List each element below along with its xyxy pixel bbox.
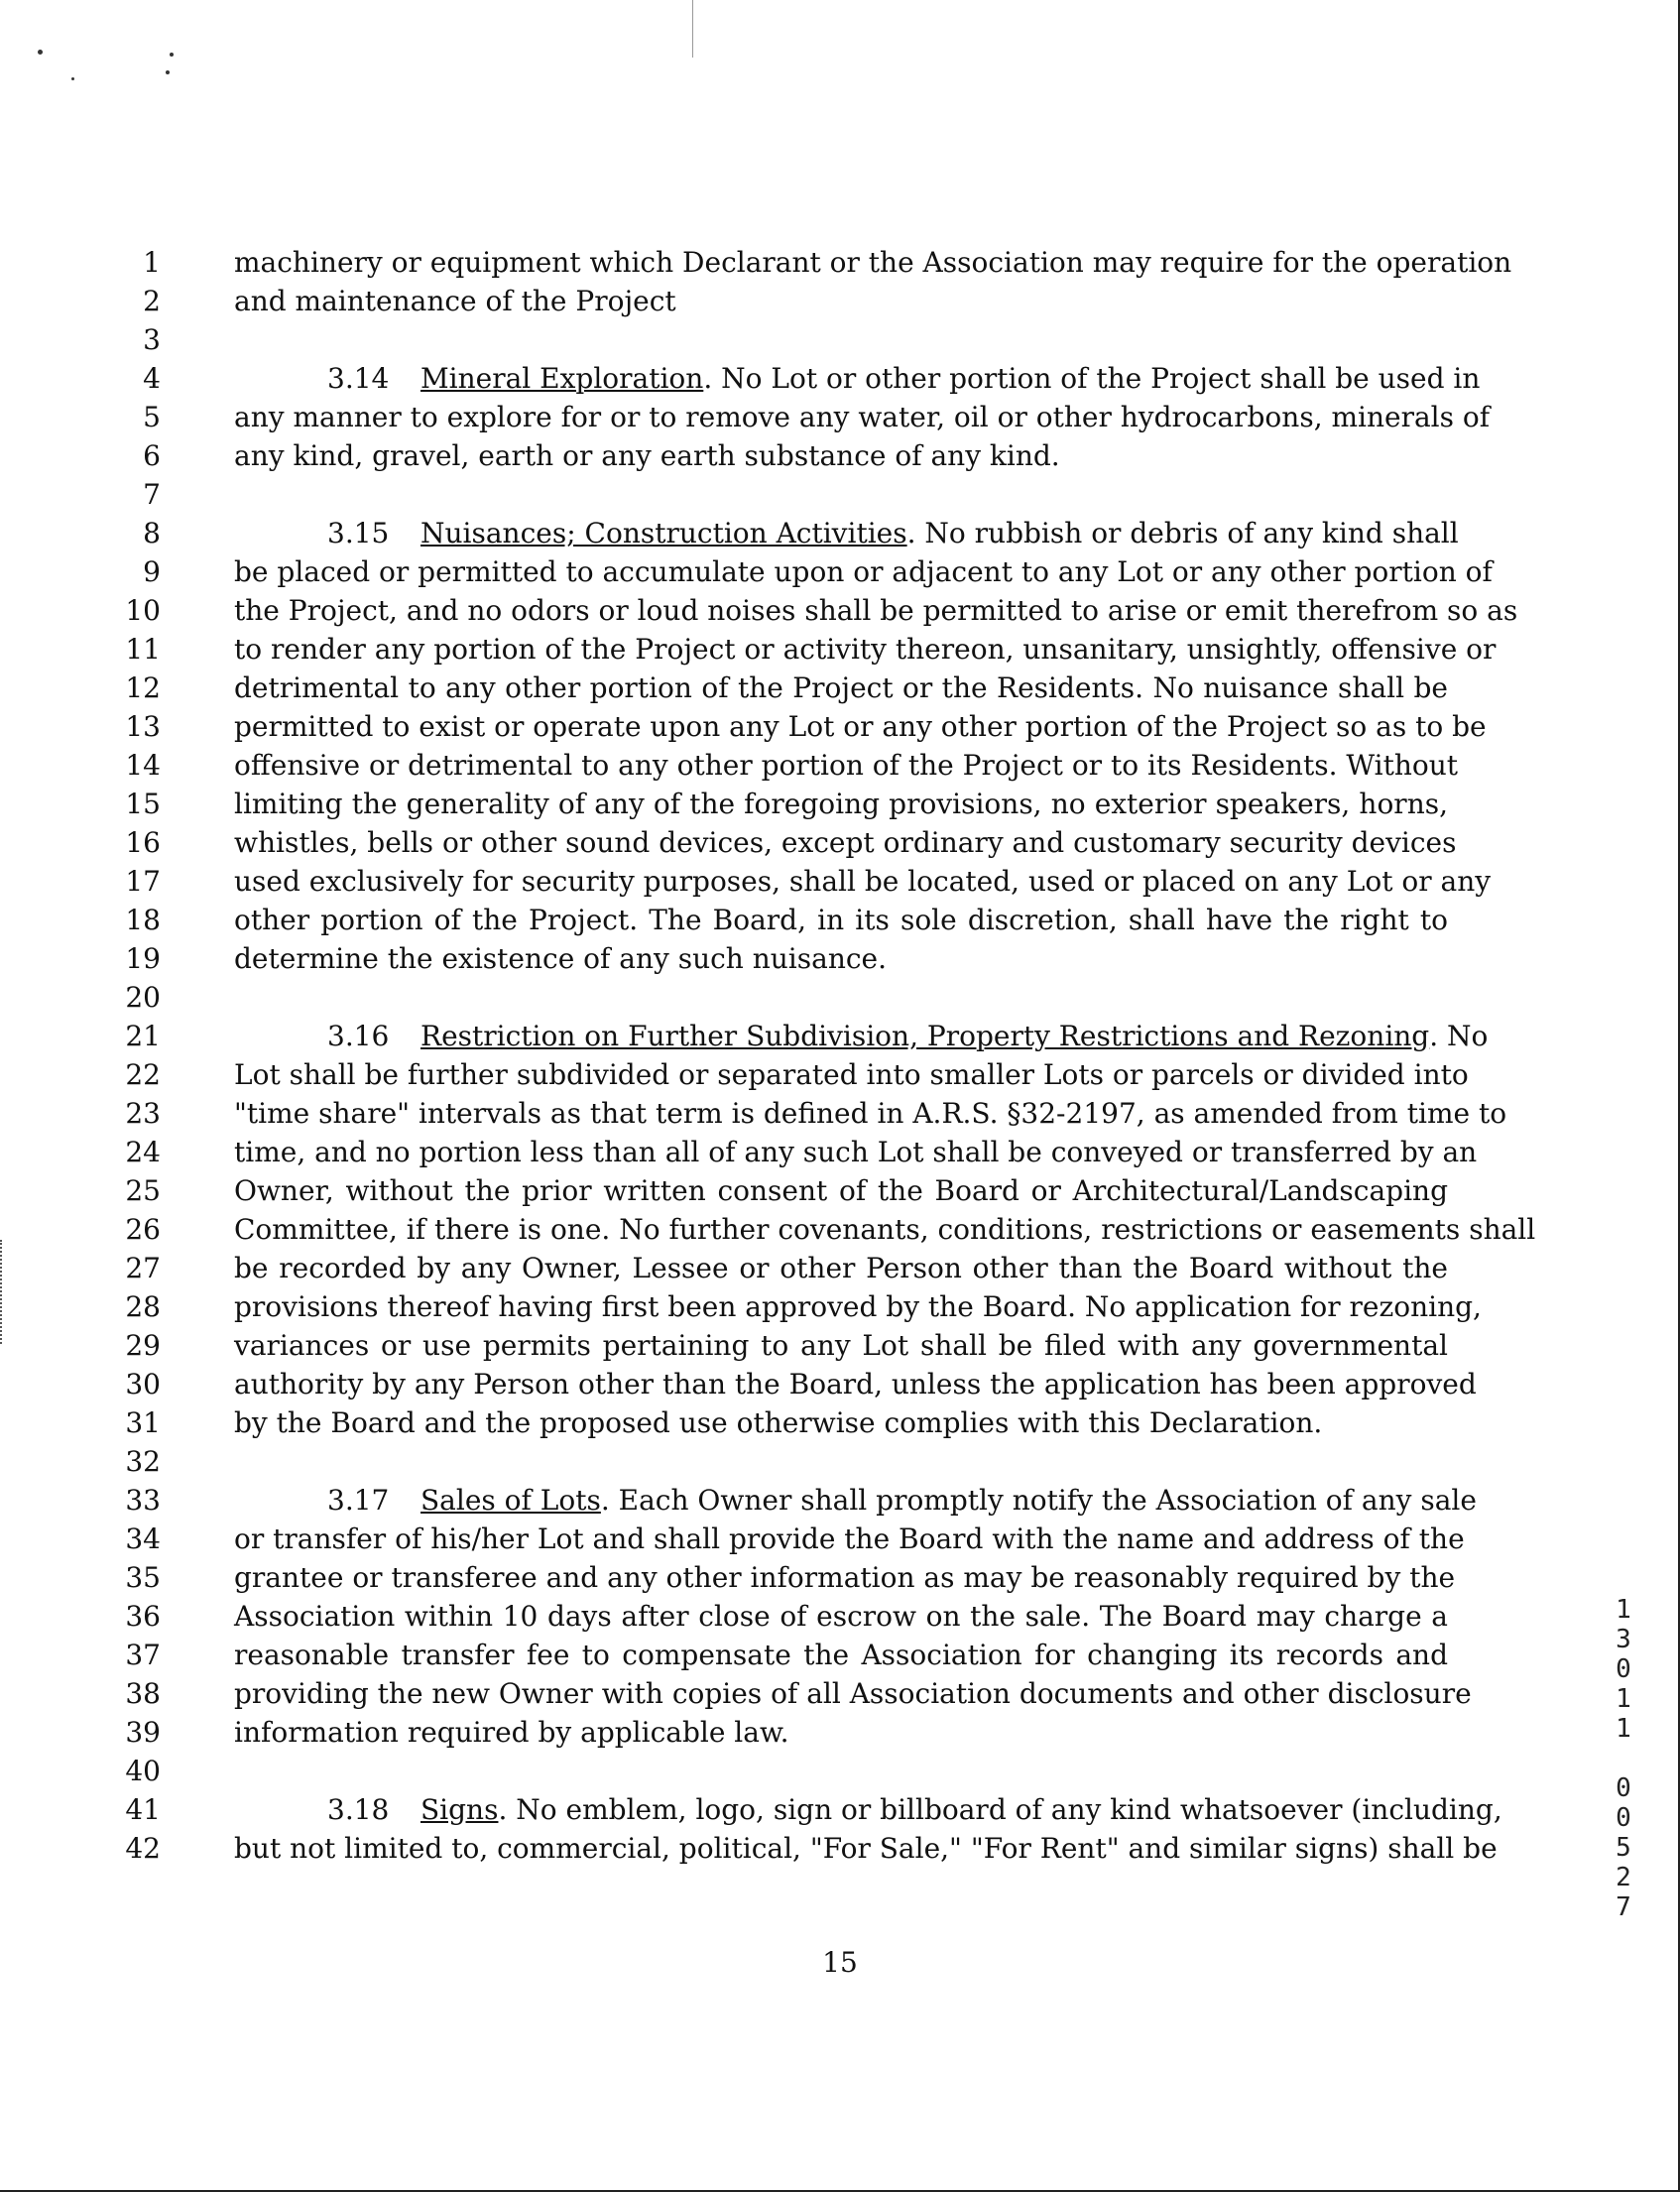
line-number: 31: [125, 1406, 161, 1439]
line-number: 23: [125, 1097, 161, 1130]
body-line: offensive or detrimental to any other portion of the Project or to its Residents. Without: [234, 749, 1459, 782]
body-line: to render any portion of the Project or activity thereon, unsanitary, unsightly, offensive or: [234, 633, 1497, 666]
line-number: 8: [143, 517, 161, 549]
body-line: variances or use permits pertaining to any Lot shall be filed with any governmental: [234, 1329, 1448, 1362]
line-number: 21: [125, 1020, 161, 1052]
body-line: by the Board and the proposed use otherwise complies with this Declaration.: [234, 1406, 1323, 1439]
body-line: or transfer of his/her Lot and shall provide the Board with the name and address of the: [234, 1522, 1465, 1555]
line-number: 1: [143, 246, 161, 279]
section-heading: Sales of Lots: [420, 1484, 601, 1517]
line-number: 4: [143, 362, 161, 395]
body-text: . No Lot or other portion of the Project shall be used in: [703, 362, 1481, 395]
body-line: any kind, gravel, earth or any earth substance of any kind.: [234, 439, 1060, 472]
section-heading: Restriction on Further Subdivision, Property Restrictions and Rezoning: [420, 1020, 1430, 1052]
line-number: 42: [125, 1832, 161, 1865]
body-text: . No emblem, logo, sign or billboard of any kind whatsoever (including,: [498, 1793, 1502, 1826]
line-number: 20: [125, 981, 161, 1014]
body-line: grantee or transferee and any other information as may be reasonably required by the: [234, 1561, 1456, 1594]
scan-edge-mark: [0, 1240, 5, 1344]
section-number: 3.17: [327, 1484, 390, 1517]
scan-speck: [71, 77, 74, 80]
line-number: 41: [125, 1793, 161, 1826]
line-number: 17: [125, 865, 161, 898]
line-number: 18: [125, 904, 161, 936]
line-number: 12: [125, 671, 161, 704]
line-number: 25: [125, 1174, 161, 1207]
body-line: Owner, without the prior written consent of the Board or Architectural/Landscaping: [234, 1174, 1448, 1207]
line-number: 37: [125, 1639, 161, 1671]
body-line: Lot shall be further subdivided or separated into smaller Lots or parcels or divided into: [234, 1058, 1469, 1091]
section-heading: Signs: [420, 1793, 499, 1826]
line-number: 15: [125, 788, 161, 820]
section-3-14-first-line: [327, 359, 1481, 398]
body-line: information required by applicable law.: [234, 1716, 789, 1749]
line-number: 30: [125, 1368, 161, 1400]
scan-speck: [166, 70, 170, 74]
body-line: whistles, bells or other sound devices, except ordinary and customary security devices: [234, 826, 1457, 859]
body-text: . No rubbish or debris of any kind shall: [906, 517, 1459, 549]
body-line: limiting the generality of any of the foregoing provisions, no exterior speakers, horns,: [234, 788, 1448, 820]
body-line: be placed or permitted to accumulate upon or adjacent to any Lot or any other portion of: [234, 555, 1493, 588]
line-number: 35: [125, 1561, 161, 1594]
line-number: 9: [143, 555, 161, 588]
section-3-18-first-line: [327, 1790, 1502, 1829]
line-number: 38: [125, 1677, 161, 1710]
body-line: other portion of the Project. The Board, in its sole discretion, shall have the right to: [234, 904, 1448, 936]
section-number: 3.15: [327, 517, 390, 549]
body-line: reasonable transfer fee to compensate the Association for changing its records and: [234, 1639, 1448, 1671]
body-line: providing the new Owner with copies of all Association documents and other disclosure: [234, 1677, 1472, 1710]
scan-speck: [38, 50, 43, 55]
body-line: time, and no portion less than all of any such Lot shall be conveyed or transferred by an: [234, 1136, 1478, 1168]
line-number: 24: [125, 1136, 161, 1168]
line-number: 2: [143, 285, 161, 317]
line-number: 11: [125, 633, 161, 666]
section-3-16-first-line: [327, 1017, 1489, 1055]
body-line: be recorded by any Owner, Lessee or other Person other than the Board without the: [234, 1252, 1448, 1284]
body-text: . Each Owner shall promptly notify the Association of any sale: [600, 1484, 1477, 1517]
recording-stamp: 1 3 0 1 1 0 0 5 2 7: [1616, 1595, 1631, 1922]
line-number: 3: [143, 323, 161, 356]
line-number: 7: [143, 478, 161, 511]
page-number: 15: [822, 1946, 858, 1979]
body-line: the Project, and no odors or loud noises shall be permitted to arise or emit therefrom so as: [234, 594, 1518, 627]
line-number: 34: [125, 1522, 161, 1555]
line-number: 22: [125, 1058, 161, 1091]
line-number: 16: [125, 826, 161, 859]
section-number: 3.16: [327, 1020, 390, 1052]
line-number: 39: [125, 1716, 161, 1749]
section-heading: Nuisances; Construction Activities: [420, 517, 907, 549]
body-line: used exclusively for security purposes, shall be located, used or placed on any Lot or any: [234, 865, 1492, 898]
section-number: 3.14: [327, 362, 390, 395]
scan-fold-mark: [692, 0, 693, 58]
line-number: 33: [125, 1484, 161, 1517]
line-number: 26: [125, 1213, 161, 1246]
line-number: 29: [125, 1329, 161, 1362]
line-number: 13: [125, 710, 161, 743]
section-heading: Mineral Exploration: [420, 362, 704, 395]
line-number: 40: [125, 1755, 161, 1787]
body-line: but not limited to, commercial, political, "For Sale," "For Rent" and similar signs) shall be: [234, 1832, 1498, 1865]
section-3-15-first-line: [327, 514, 1459, 552]
section-3-17-first-line: [327, 1481, 1477, 1520]
body-line: authority by any Person other than the Board, unless the application has been approved: [234, 1368, 1477, 1400]
body-line: Association within 10 days after close of escrow on the sale. The Board may charge a: [234, 1600, 1448, 1633]
scan-speck: [170, 53, 174, 57]
body-line: and maintenance of the Project: [234, 285, 676, 317]
body-line: Committee, if there is one. No further covenants, conditions, restrictions or easements shall: [234, 1213, 1536, 1246]
line-number: 32: [125, 1445, 161, 1478]
body-line: machinery or equipment which Declarant or the Association may require for the operation: [234, 246, 1512, 279]
section-number: 3.18: [327, 1793, 390, 1826]
body-line: "time share" intervals as that term is defined in A.R.S. §32-2197, as amended from time to: [234, 1097, 1507, 1130]
line-number: 14: [125, 749, 161, 782]
line-number: 6: [143, 439, 161, 472]
body-line: permitted to exist or operate upon any Lot or any other portion of the Project so as to be: [234, 710, 1487, 743]
line-number: 28: [125, 1290, 161, 1323]
body-line: provisions thereof having first been approved by the Board. No application for rezoning,: [234, 1290, 1482, 1323]
line-number: 36: [125, 1600, 161, 1633]
body-line: any manner to explore for or to remove any water, oil or other hydrocarbons, minerals of: [234, 401, 1491, 433]
body-text: . No: [1429, 1020, 1489, 1052]
line-number: 19: [125, 942, 161, 975]
line-number: 5: [143, 401, 161, 433]
body-line: determine the existence of any such nuisance.: [234, 942, 888, 975]
line-number: 10: [125, 594, 161, 627]
body-line: detrimental to any other portion of the Project or the Residents. No nuisance shall be: [234, 671, 1448, 704]
line-number: 27: [125, 1252, 161, 1284]
